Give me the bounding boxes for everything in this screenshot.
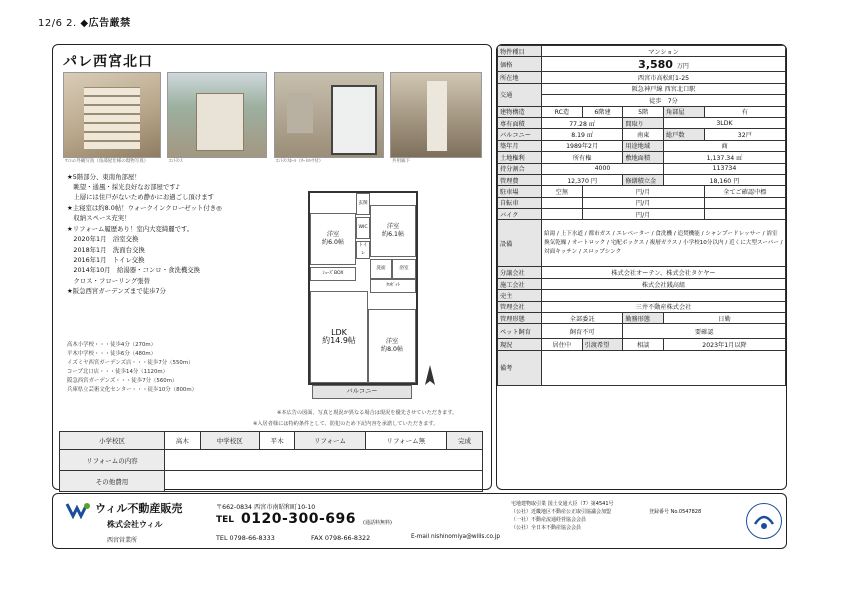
footer bbox=[52, 493, 787, 549]
room-ldk: LDK 約14.9帖 bbox=[310, 291, 368, 383]
feature-line: 2018年1月 洗面台交換 bbox=[67, 246, 145, 254]
move-date: 2023年1月以降 bbox=[663, 339, 785, 350]
equipment-value: 給湯 / 上下水道 / 都市ガス / エレベーター / 食洗機 / 追焚機能 / シャンプードレッサー / 浴室換気乾燥 / オートロック / 宅配ボックス / 複層ガラス / 小学校10分以内 / 近くに大型スーパー / 対面キッチン / スロップシンク bbox=[542, 220, 786, 267]
parking-label: 駐車場 bbox=[498, 186, 542, 197]
corner-label: 角部屋 bbox=[663, 106, 704, 117]
remarks-value bbox=[542, 350, 786, 385]
header-code: 2. bbox=[66, 18, 77, 29]
company-address: 〒662-0834 西宮市南昭和町10-10 bbox=[216, 504, 316, 511]
branch-name: 西宮営業所 bbox=[107, 537, 138, 544]
feature-line: ★主寝室は約8.0帖！ウォークインクローゼット付き◎ bbox=[67, 204, 222, 212]
company-sub: 株式会社ウィル bbox=[107, 520, 163, 529]
cycle-fee: 円/月 bbox=[582, 197, 704, 208]
address-label: 所在地 bbox=[498, 72, 542, 83]
company-name: ウィル不動産販売 bbox=[95, 502, 183, 515]
note-1: ※本広告の図面、写真と現況が異なる場合は現況を優先させていただきます。 bbox=[277, 410, 458, 416]
access-line: 兵庫県立芸術文化センター・・・徒歩10分（800m） bbox=[67, 387, 197, 393]
license-block bbox=[511, 500, 614, 532]
reform-value: リフォーム無 bbox=[365, 432, 447, 450]
zone-value: 商 bbox=[663, 140, 785, 151]
other-cost-value bbox=[164, 471, 482, 492]
site-value: 1,137.34 ㎡ bbox=[663, 152, 785, 163]
feature-line: ★阪急西宮ガーデンズまで徒歩7分 bbox=[67, 287, 166, 295]
land-value: 所有権 bbox=[542, 152, 623, 163]
balcony-value: 8.19 ㎡ bbox=[542, 129, 623, 140]
share-label: 持分割合 bbox=[498, 163, 542, 174]
feature-line: ★リフォーム履歴あり！室内大変綺麗です。 bbox=[67, 225, 194, 233]
feature-line: ★5階部分、東南角部屋！ bbox=[67, 173, 141, 181]
header-line bbox=[38, 14, 131, 29]
building-photo bbox=[63, 72, 161, 158]
license-line: （公社）近畿地区不動産公正取引協議会加盟 bbox=[511, 509, 612, 515]
access-line: 高木小学校・・・徒歩4分（270m） bbox=[67, 342, 157, 348]
pet-note: 要確認 bbox=[623, 324, 786, 339]
other-cost-label: その他費用 bbox=[60, 471, 165, 492]
room-entrance: 玄関 bbox=[356, 193, 370, 215]
built-label: 築年月 bbox=[498, 140, 542, 151]
balcony-label: バルコニー bbox=[498, 129, 542, 140]
mgmt-label: 管理会社 bbox=[498, 301, 542, 312]
bike-label: バイク bbox=[498, 209, 542, 220]
status-label: 現況 bbox=[498, 339, 542, 350]
photo-caption-3: ｴﾝﾄﾗﾝｽﾎｰﾙ（ｵｰﾄﾛｯｸ付） bbox=[276, 159, 324, 164]
owner-label: 売主 bbox=[498, 290, 542, 301]
feature-line: 2014年10月 給湯器・コンロ・食洗機交換 bbox=[67, 266, 201, 274]
junior-value: 平木 bbox=[259, 432, 295, 450]
bike-fee: 円/月 bbox=[582, 209, 704, 220]
units-value: 32戸 bbox=[704, 129, 785, 140]
room-western-3: 洋室 約8.0帖 bbox=[368, 309, 416, 383]
reform-content-value bbox=[164, 450, 482, 471]
floor-plan bbox=[308, 191, 418, 399]
corner-value: 有 bbox=[704, 106, 785, 117]
pet-value: 飼育不可 bbox=[542, 324, 623, 339]
left-panel bbox=[52, 44, 492, 490]
mgmt-type-label: 管理形態 bbox=[498, 313, 542, 324]
photo-caption-2: ｴﾝﾄﾗﾝｽ bbox=[169, 159, 183, 164]
site-label: 敷地面積 bbox=[623, 152, 664, 163]
header-date: 12/6 bbox=[38, 18, 63, 29]
room-shoe-box: ｼｭｰｽﾞBOX bbox=[310, 267, 356, 281]
company-logo-icon bbox=[65, 500, 91, 520]
property-name: パレ西宮北口 bbox=[63, 54, 153, 70]
room-western-2: 洋室 約6.1帖 bbox=[370, 205, 416, 257]
entrance-photo bbox=[167, 72, 267, 158]
type-label: 物件種目 bbox=[498, 46, 542, 57]
photo-caption-1: ﾏﾝｼｮﾝ外観写真（角部屋仕様の現物写真） bbox=[65, 159, 149, 164]
parking-fee: 円/月 bbox=[582, 186, 704, 197]
feature-line: 上層には住戸がないため静かにお過ごし頂けます bbox=[67, 193, 214, 201]
owner-value bbox=[542, 290, 786, 301]
units-label: 総戸数 bbox=[663, 129, 704, 140]
fee-label: 管理費 bbox=[498, 174, 542, 185]
status-value: 居住中 bbox=[542, 339, 583, 350]
repair-value: 18,160 円 bbox=[663, 174, 785, 185]
free-dial-label: TEL bbox=[216, 515, 235, 525]
area-label: 専有面積 bbox=[498, 117, 542, 128]
header-section: ◆広告厳禁 bbox=[80, 18, 131, 29]
access-line: イズミヤ西宮ガーデンズ店・・・徒歩7分（550m） bbox=[67, 360, 194, 366]
area-value: 77.28 ㎡ bbox=[542, 117, 623, 128]
line-value: 阪急神戸線 西宮北口駅 bbox=[542, 83, 786, 94]
balcony-area: バルコニー bbox=[312, 385, 412, 399]
compass-icon bbox=[424, 365, 436, 387]
license-line: （一社）不動産流通経営協会会員 bbox=[511, 517, 587, 523]
seller-label: 分譲会社 bbox=[498, 267, 542, 278]
elementary-value: 高木 bbox=[164, 432, 200, 450]
builder-label: 施工会社 bbox=[498, 278, 542, 289]
traffic-label: 交通 bbox=[498, 83, 542, 106]
built-value: 1989年2月 bbox=[542, 140, 623, 151]
parking-value: 空無 bbox=[542, 186, 583, 197]
reform-content-label: リフォームの内容 bbox=[60, 450, 165, 471]
room-western-1: 洋室 約6.0帖 bbox=[310, 213, 356, 265]
reform-label: リフォーム bbox=[295, 432, 365, 450]
floors-value: 6階建 bbox=[582, 106, 623, 117]
registration-number: 登録番号 No.0547828 bbox=[649, 509, 702, 515]
share-a-value: 4000 bbox=[542, 163, 664, 174]
feature-line: 収納スペース充実！ bbox=[67, 214, 131, 222]
zone-label: 用途地域 bbox=[623, 140, 664, 151]
walk-value: 徒歩 7分 bbox=[542, 95, 786, 106]
price-number: 3,580 bbox=[638, 57, 673, 71]
junior-label: 中学校区 bbox=[200, 432, 259, 450]
room-toilet: トイレ bbox=[356, 241, 370, 259]
repair-label: 修繕積立金 bbox=[623, 174, 664, 185]
layout-label: 間取り bbox=[623, 117, 664, 128]
tel-number[interactable]: TEL 0798-66-8333 bbox=[216, 534, 275, 542]
certification-seal-icon bbox=[746, 503, 782, 539]
spec-table bbox=[497, 45, 786, 386]
spec-panel bbox=[496, 44, 787, 490]
layout-value: 3LDK bbox=[663, 117, 785, 128]
direction-value: 南東 bbox=[623, 129, 664, 140]
parking-note: 全てご確認中標 bbox=[704, 186, 785, 197]
fax-number: FAX 0798-66-8322 bbox=[311, 534, 371, 542]
remarks-label: 備考 bbox=[498, 350, 542, 385]
email-address[interactable]: E-mail nishinomiya@wills.co.jp bbox=[411, 534, 501, 540]
hall-photo bbox=[274, 72, 384, 158]
access-line: 平木中学校・・・徒歩6分（480m） bbox=[67, 351, 157, 357]
equipment-label: 設備 bbox=[498, 220, 542, 267]
room-closet: ｸﾛｾﾞｯﾄ bbox=[370, 279, 416, 293]
mgmt-staff-value: 日勤 bbox=[663, 313, 785, 324]
feature-line: 2020年1月 浴室交換 bbox=[67, 235, 139, 243]
price-value bbox=[542, 57, 786, 72]
school-reform-table bbox=[59, 431, 483, 492]
completion-label: 完成 bbox=[447, 432, 483, 450]
land-label: 土地権利 bbox=[498, 152, 542, 163]
mgmt-type-value: 全部委託 bbox=[542, 313, 623, 324]
address-value: 西宮市高松町1-25 bbox=[542, 72, 786, 83]
builder-value: 株式会社銭高組 bbox=[542, 278, 786, 289]
elementary-label: 小学校区 bbox=[60, 432, 165, 450]
corridor-photo bbox=[390, 72, 482, 158]
price-label: 価格 bbox=[498, 57, 542, 72]
feature-line: 眺望・通風・採光良好なお部屋です♪ bbox=[67, 183, 180, 191]
move-label: 引渡希望 bbox=[582, 339, 623, 350]
license-line: （公社）全日本不動産協会会員 bbox=[511, 525, 582, 531]
price-unit: 万円 bbox=[676, 62, 689, 70]
fee-value: 12,370 円 bbox=[542, 174, 623, 185]
type-value: マンション bbox=[542, 46, 786, 57]
free-dial-number[interactable]: 0120-300-696 bbox=[241, 511, 357, 527]
free-dial-note: (通話料無料) bbox=[363, 520, 392, 526]
mgmt-staff-label: 勤務形態 bbox=[623, 313, 664, 324]
room-washroom: 洗面 bbox=[370, 259, 392, 279]
access-line: コープ北口店・・・徒歩14分（1120m） bbox=[67, 369, 169, 375]
cycle-label: 自転車 bbox=[498, 197, 542, 208]
mgmt-value: 三井不動産株式会社 bbox=[542, 301, 786, 312]
pet-label: ペット飼育 bbox=[498, 324, 542, 339]
seller-value: 株式会社オーテン、株式会社タケヤー bbox=[542, 267, 786, 278]
share-b-value: 113734 bbox=[663, 163, 785, 174]
room-bath: 浴室 bbox=[392, 259, 416, 279]
move-value: 相談 bbox=[623, 339, 664, 350]
room-wic: WIC bbox=[356, 217, 370, 239]
struct-value: RC造 bbox=[542, 106, 583, 117]
feature-line: クロス・フローリング張替 bbox=[67, 277, 150, 285]
floor-value: 5階 bbox=[623, 106, 664, 117]
note-2: ※入居者様には特約条件として、防犯のため下記内容を承諾していただきます。 bbox=[253, 421, 439, 427]
feature-line: 2016年1月 トイレ交換 bbox=[67, 256, 145, 264]
struct-label: 建物構造 bbox=[498, 106, 542, 117]
access-line: 阪急西宮ガーデンズ・・・徒歩7分（560m） bbox=[67, 378, 178, 384]
photo-caption-4: 共用廊下 bbox=[392, 159, 410, 164]
license-line: 宅地建物取引業 国土交通大臣（7）第4541号 bbox=[511, 501, 614, 507]
